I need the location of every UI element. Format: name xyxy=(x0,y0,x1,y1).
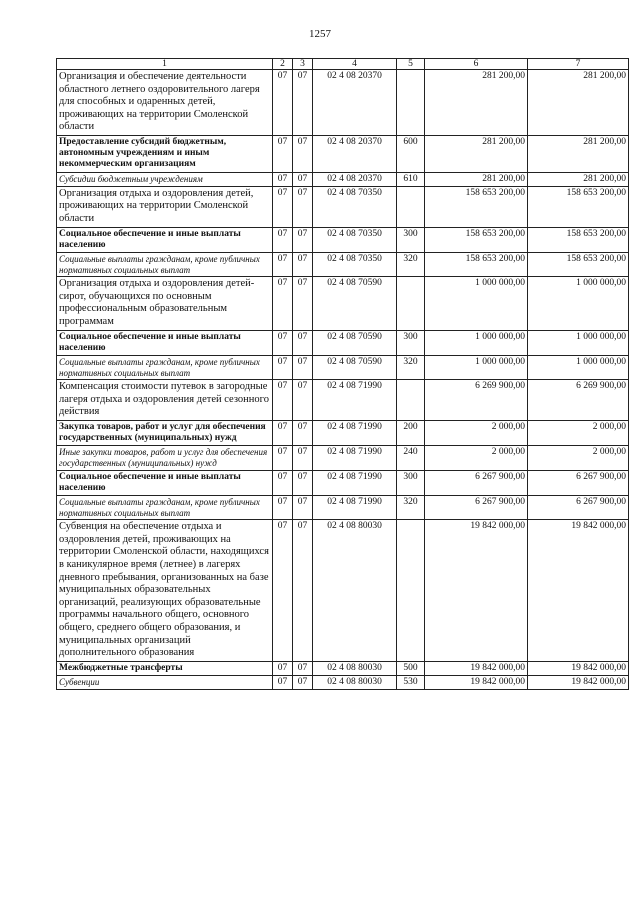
row-subsection: 07 xyxy=(293,172,313,186)
row-name: Закупка товаров, работ и услуг для обеспечения государственных (муниципальных) нужд xyxy=(57,420,273,445)
row-amount-1: 6 267 900,00 xyxy=(425,496,528,520)
row-name: Иные закупки товаров, работ и услуг для обеспечения государственных (муниципальных) нужд xyxy=(57,446,273,470)
row-section: 07 xyxy=(273,252,293,276)
row-section: 07 xyxy=(273,135,293,172)
table-row xyxy=(57,661,629,675)
row-expense-type xyxy=(397,186,425,227)
row-section: 07 xyxy=(273,446,293,470)
row-name: Межбюджетные трансферты xyxy=(57,661,273,675)
table-row xyxy=(57,186,629,227)
header-col-6: 6 xyxy=(425,59,528,70)
row-amount-1: 1 000 000,00 xyxy=(425,277,528,330)
table-row xyxy=(57,252,629,276)
header-col-4: 4 xyxy=(313,59,397,70)
row-amount-1: 158 653 200,00 xyxy=(425,186,528,227)
table-row xyxy=(57,172,629,186)
row-section: 07 xyxy=(273,227,293,252)
table-row xyxy=(57,496,629,520)
row-name: Предоставление субсидий бюджетным, автономным учреждениям и иным некоммерческим организациям xyxy=(57,135,273,172)
row-target-article: 02 4 08 71990 xyxy=(313,420,397,445)
row-section: 07 xyxy=(273,277,293,330)
row-target-article: 02 4 08 80030 xyxy=(313,675,397,689)
row-section: 07 xyxy=(273,186,293,227)
row-amount-2: 19 842 000,00 xyxy=(528,661,629,675)
row-section: 07 xyxy=(273,330,293,355)
row-subsection: 07 xyxy=(293,186,313,227)
row-amount-2: 281 200,00 xyxy=(528,135,629,172)
row-target-article: 02 4 08 80030 xyxy=(313,661,397,675)
row-expense-type xyxy=(397,70,425,136)
table-row xyxy=(57,227,629,252)
row-section: 07 xyxy=(273,420,293,445)
row-expense-type: 320 xyxy=(397,252,425,276)
row-expense-type xyxy=(397,277,425,330)
table-row xyxy=(57,675,629,689)
row-amount-1: 281 200,00 xyxy=(425,70,528,136)
row-amount-1: 1 000 000,00 xyxy=(425,355,528,379)
row-subsection: 07 xyxy=(293,496,313,520)
row-section: 07 xyxy=(273,380,293,421)
row-section: 07 xyxy=(273,520,293,662)
row-subsection: 07 xyxy=(293,420,313,445)
row-subsection: 07 xyxy=(293,227,313,252)
row-target-article: 02 4 08 71990 xyxy=(313,446,397,470)
row-expense-type: 610 xyxy=(397,172,425,186)
table-row xyxy=(57,446,629,470)
row-amount-2: 158 653 200,00 xyxy=(528,186,629,227)
row-amount-2: 19 842 000,00 xyxy=(528,520,629,662)
row-name: Социальные выплаты гражданам, кроме публичных нормативных социальных выплат xyxy=(57,496,273,520)
row-amount-1: 281 200,00 xyxy=(425,172,528,186)
row-subsection: 07 xyxy=(293,520,313,662)
row-amount-1: 158 653 200,00 xyxy=(425,227,528,252)
row-subsection: 07 xyxy=(293,470,313,495)
header-col-3: 3 xyxy=(293,59,313,70)
row-target-article: 02 4 08 70350 xyxy=(313,227,397,252)
header-col-5: 5 xyxy=(397,59,425,70)
row-name: Организация отдыха и оздоровления детей-сирот, обучающихся по основным профессиональным образовательным программам xyxy=(57,277,273,330)
header-col-1: 1 xyxy=(57,59,273,70)
page-number: 1257 xyxy=(309,28,331,40)
row-expense-type: 530 xyxy=(397,675,425,689)
table-row xyxy=(57,420,629,445)
row-expense-type: 320 xyxy=(397,355,425,379)
row-amount-2: 2 000,00 xyxy=(528,420,629,445)
table-row xyxy=(57,135,629,172)
row-expense-type xyxy=(397,380,425,421)
row-amount-1: 1 000 000,00 xyxy=(425,330,528,355)
row-expense-type: 300 xyxy=(397,330,425,355)
row-amount-2: 281 200,00 xyxy=(528,70,629,136)
row-name: Социальное обеспечение и иные выплаты населению xyxy=(57,330,273,355)
row-amount-1: 19 842 000,00 xyxy=(425,661,528,675)
row-section: 07 xyxy=(273,661,293,675)
row-target-article: 02 4 08 71990 xyxy=(313,496,397,520)
row-name: Социальное обеспечение и иные выплаты населению xyxy=(57,227,273,252)
row-name: Субвенция на обеспечение отдыха и оздоровления детей, проживающих на территории Смоленской области, находящихся в каникулярное время (летнее) в лагерях дневного пребывания, организованных на базе муниципальных образовательных организаций, реализующих образовательные программы начального общего, основного общего, среднего общего образования, и муниципальных организаций дополнительного образования xyxy=(57,520,273,662)
row-subsection: 07 xyxy=(293,330,313,355)
row-subsection: 07 xyxy=(293,661,313,675)
table-row xyxy=(57,520,629,662)
table-row xyxy=(57,470,629,495)
table-row xyxy=(57,380,629,421)
row-amount-2: 158 653 200,00 xyxy=(528,252,629,276)
row-expense-type: 300 xyxy=(397,227,425,252)
row-amount-2: 1 000 000,00 xyxy=(528,330,629,355)
row-amount-2: 1 000 000,00 xyxy=(528,355,629,379)
row-amount-2: 6 267 900,00 xyxy=(528,496,629,520)
row-subsection: 07 xyxy=(293,277,313,330)
row-amount-1: 158 653 200,00 xyxy=(425,252,528,276)
row-name: Социальное обеспечение и иные выплаты населению xyxy=(57,470,273,495)
row-expense-type: 600 xyxy=(397,135,425,172)
header-col-7: 7 xyxy=(528,59,629,70)
row-subsection: 07 xyxy=(293,380,313,421)
row-amount-1: 2 000,00 xyxy=(425,420,528,445)
row-name: Организация и обеспечение деятельности областного летнего оздоровительного лагеря для способных и одаренных детей, проживающих на территории Смоленской области xyxy=(57,70,273,136)
row-target-article: 02 4 08 70590 xyxy=(313,277,397,330)
row-name: Социальные выплаты гражданам, кроме публичных нормативных социальных выплат xyxy=(57,252,273,276)
row-target-article: 02 4 08 71990 xyxy=(313,380,397,421)
row-target-article: 02 4 08 70350 xyxy=(313,186,397,227)
table-row xyxy=(57,70,629,136)
header-col-2: 2 xyxy=(273,59,293,70)
row-section: 07 xyxy=(273,496,293,520)
row-amount-1: 6 267 900,00 xyxy=(425,470,528,495)
row-target-article: 02 4 08 20370 xyxy=(313,70,397,136)
row-name: Организация отдыха и оздоровления детей, проживающих на территории Смоленской области xyxy=(57,186,273,227)
row-amount-1: 281 200,00 xyxy=(425,135,528,172)
row-subsection: 07 xyxy=(293,446,313,470)
row-subsection: 07 xyxy=(293,675,313,689)
row-name: Субсидии бюджетным учреждениям xyxy=(57,172,273,186)
table-row xyxy=(57,330,629,355)
row-target-article: 02 4 08 70590 xyxy=(313,355,397,379)
row-subsection: 07 xyxy=(293,252,313,276)
row-expense-type: 200 xyxy=(397,420,425,445)
header-row xyxy=(57,59,629,70)
row-name: Социальные выплаты гражданам, кроме публичных нормативных социальных выплат xyxy=(57,355,273,379)
row-target-article: 02 4 08 70350 xyxy=(313,252,397,276)
budget-table xyxy=(56,58,629,690)
row-expense-type: 300 xyxy=(397,470,425,495)
row-subsection: 07 xyxy=(293,355,313,379)
row-expense-type xyxy=(397,520,425,662)
row-amount-2: 281 200,00 xyxy=(528,172,629,186)
row-expense-type: 500 xyxy=(397,661,425,675)
row-name: Субвенции xyxy=(57,675,273,689)
row-target-article: 02 4 08 20370 xyxy=(313,172,397,186)
row-section: 07 xyxy=(273,355,293,379)
row-amount-1: 19 842 000,00 xyxy=(425,675,528,689)
row-subsection: 07 xyxy=(293,70,313,136)
row-amount-2: 6 269 900,00 xyxy=(528,380,629,421)
row-name: Компенсация стоимости путевок в загородные лагеря отдыха и оздоровления детей сезонного действия xyxy=(57,380,273,421)
row-section: 07 xyxy=(273,70,293,136)
row-section: 07 xyxy=(273,172,293,186)
table-body xyxy=(57,70,629,690)
row-target-article: 02 4 08 80030 xyxy=(313,520,397,662)
row-target-article: 02 4 08 71990 xyxy=(313,470,397,495)
row-target-article: 02 4 08 70590 xyxy=(313,330,397,355)
table-row xyxy=(57,355,629,379)
row-amount-2: 2 000,00 xyxy=(528,446,629,470)
row-amount-2: 1 000 000,00 xyxy=(528,277,629,330)
row-section: 07 xyxy=(273,675,293,689)
row-amount-2: 19 842 000,00 xyxy=(528,675,629,689)
row-subsection: 07 xyxy=(293,135,313,172)
row-section: 07 xyxy=(273,470,293,495)
table-row xyxy=(57,277,629,330)
row-amount-1: 2 000,00 xyxy=(425,446,528,470)
row-expense-type: 240 xyxy=(397,446,425,470)
row-amount-1: 6 269 900,00 xyxy=(425,380,528,421)
row-amount-2: 158 653 200,00 xyxy=(528,227,629,252)
row-amount-2: 6 267 900,00 xyxy=(528,470,629,495)
row-expense-type: 320 xyxy=(397,496,425,520)
row-amount-1: 19 842 000,00 xyxy=(425,520,528,662)
row-target-article: 02 4 08 20370 xyxy=(313,135,397,172)
